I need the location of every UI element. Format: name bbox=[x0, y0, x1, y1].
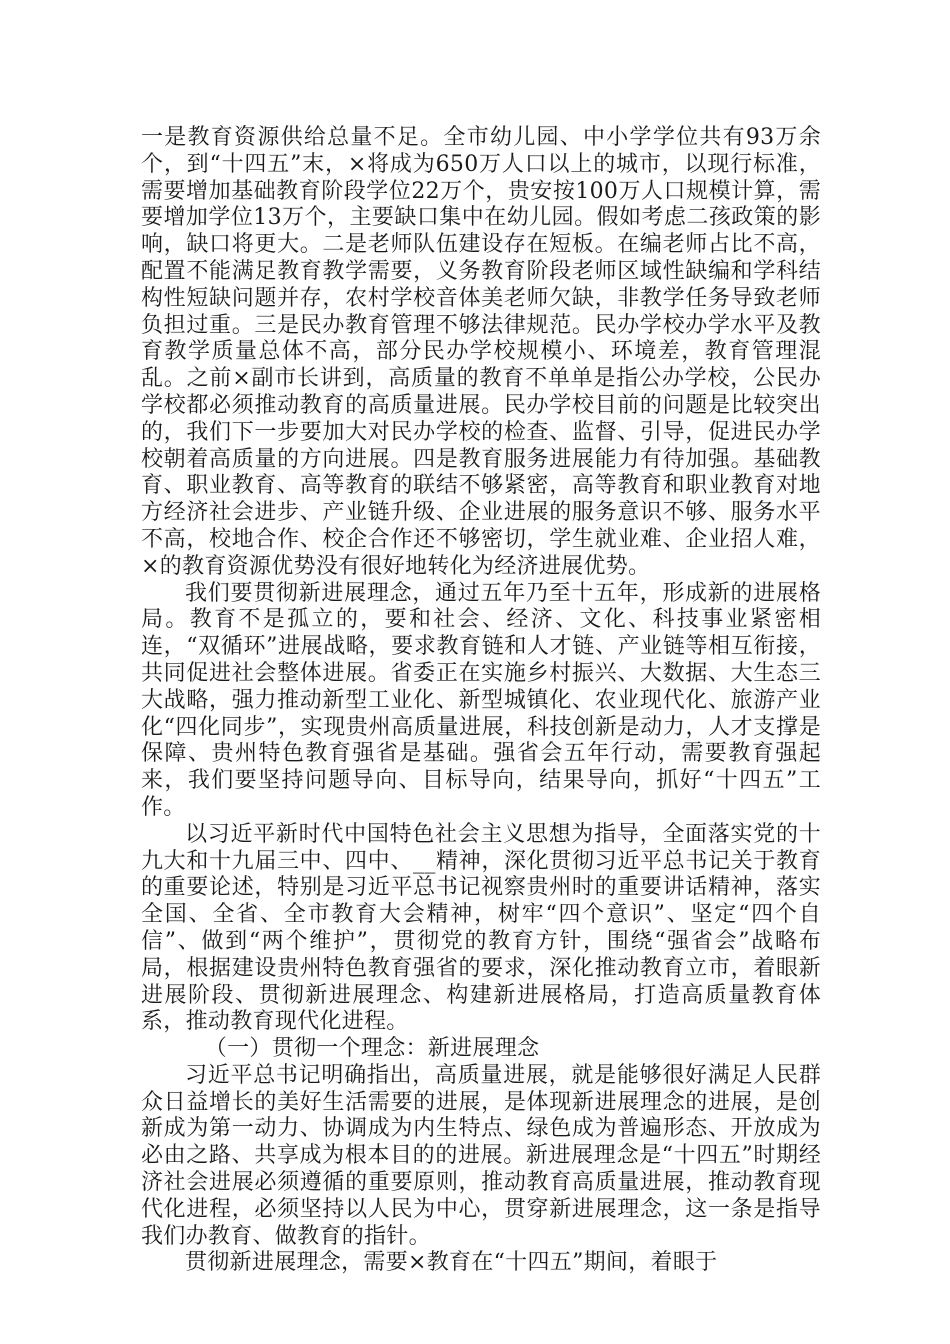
paragraph-2: 我们要贯彻新进展理念，通过五年乃至十五年，形成新的进展格局。教育不是孤立的，要和社会、经济、文化、科技事业紧密相连，“双循环”进展战略，要求教育链和人才链、产业链等相互衔接，共同促进社会整体进展。省委正在实施乡村振兴、大数据、大生态三大战略，强力推动新型工业化、新型城镇化、农业现代化、旅游产业化“四化同步”，实现贵州高质量进展，科技创新是动力，人才支撑是保障、贵州特色教育强省是基础。强省会五年行动，需要教育强起来，我们要坚持问题导向、目标导向，结果导向，抓好“十四五”工作。 bbox=[141, 580, 821, 820]
paragraph-3: 以习近平新时代中国特色社会主义思想为指导，全面落实党的十九大和十九届三中、四中、__精神，深化贯彻习近平总书记关于教育的重要论述，特别是习近平总书记视察贵州时的重要讲话精神，落实全国、全省、全市教育大会精神，树牢“四个意识”、坚定“四个自信”、做到“两个维护”，贯彻党的教育方针，围绕“强省会”战略布局，根据建设贵州特色教育强省的要求，深化推动教育立市，着眼新进展阶段、贯彻新进展理念、构建新进展格局，打造高质量教育体系，推动教育现代化进程。 bbox=[141, 821, 821, 1035]
paragraph-5: 贯彻新进展理念，需要×教育在“十四五”期间，着眼于 bbox=[185, 1250, 718, 1276]
paragraph-1: 一是教育资源供给总量不足。全市幼儿园、中小学学位共有93万余个，到“十四五”末，×将成为650万人口以上的城市，以现行标准，需要增加基础教育阶段学位22万个，贵安按100万人口规模计算，需要增加学位13万个，主要缺口集中在幼儿园。假如考虑二孩政策的影响，缺口将更大。二是老师队伍建设存在短板。在编老师占比不高，配置不能满足教育教学需要，义务教育阶段老师区域性缺编和学科结构性短缺问题并存，农村学校音体美老师欠缺，非教学任务导致老师负担过重。三是民办教育管理不够法律规范。民办学校办学水平及教育教学质量总体不高，部分民办学校规模小、环境差，教育管理混乱。之前×副市长讲到，高质量的教育不单单是指公办学校，公民办学校都必须推动教育的高质量进展。民办学校目前的问题是比较突出的，我们下一步要加大对民办学校的检查、监督、引导，促进民办学校朝着高质量的方向进展。四是教育服务进展能力有待加强。基础教育、职业教育、高等教育的联结不够紧密，高等教育和职业教育对地方经济社会进步、产业链升级、企业进展的服务意识不够、服务水平不高，校地合作、校企合作还不够密切，学生就业难、企业招人难，×的教育资源优势没有很好地转化为经济进展优势。 bbox=[141, 125, 821, 579]
paragraph-4: 习近平总书记明确指出，高质量进展，就是能够很好满足人民群众日益增长的美好生活需要的进展，是体现新进展理念的进展，是创新成为第一动力、协调成为内生特点、绿色成为普遍形态、开放成为必由之路、共享成为根本目的的进展。新进展理念是“十四五”时期经济社会进展必须遵循的重要原则，推动教育高质量进展，推动教育现代化进程，必须坚持以人民为中心，贯穿新进展理念，这一条是指导我们办教育、做教育的指针。 bbox=[141, 1062, 821, 1249]
section-heading: （一）贯彻一个理念：新进展理念 bbox=[204, 1036, 540, 1062]
document-body bbox=[141, 125, 821, 1277]
